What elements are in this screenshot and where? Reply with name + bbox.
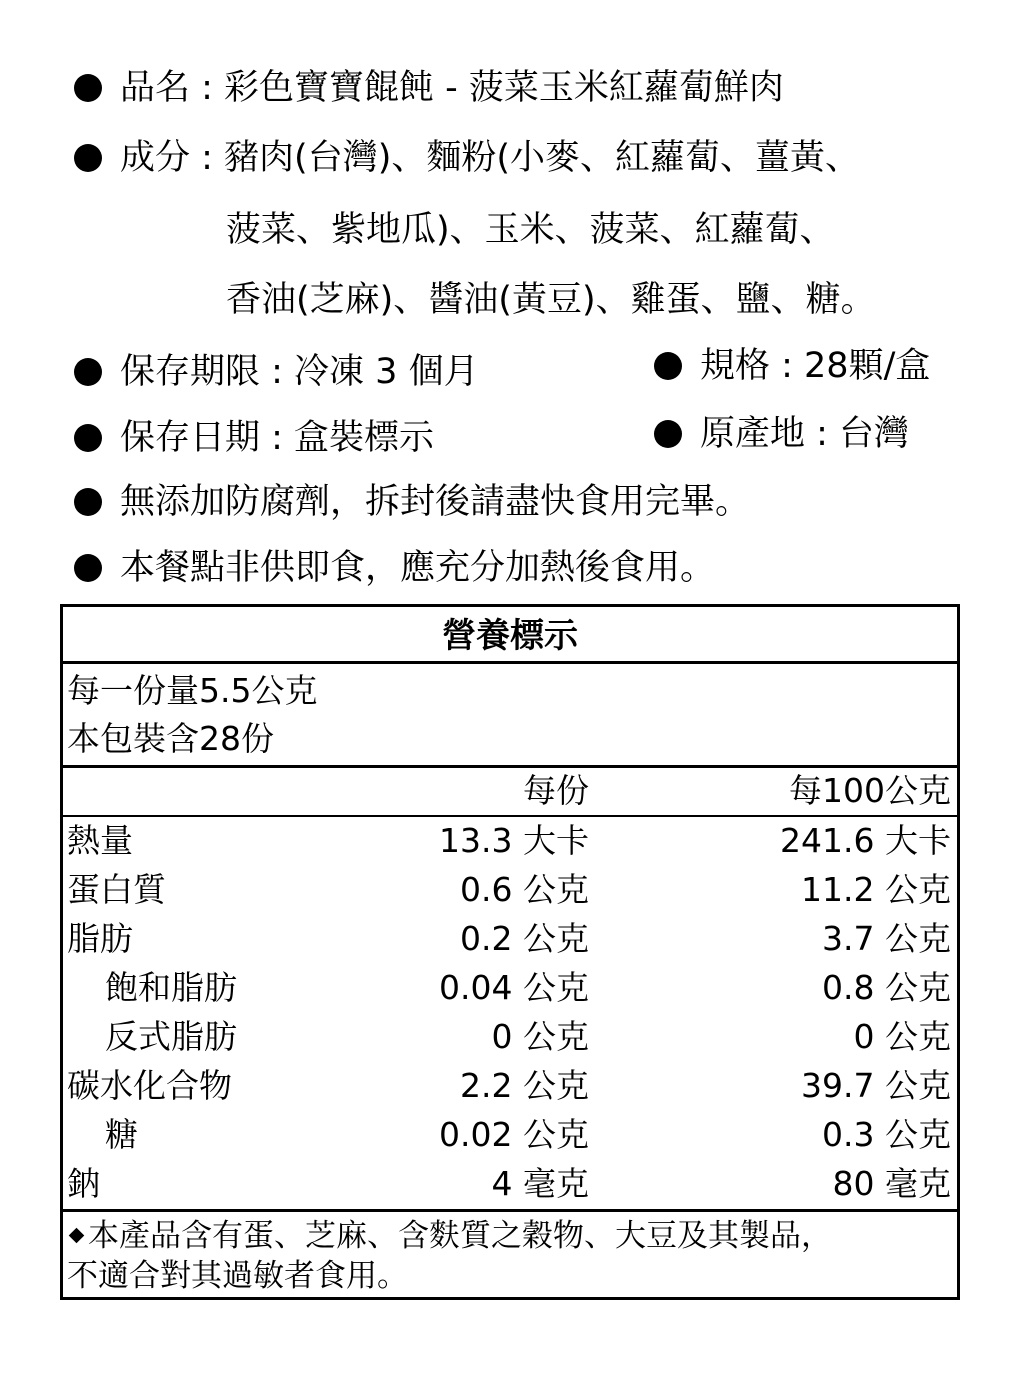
nutrient-label: 蛋白質 (67, 870, 166, 909)
product-info (0, 0, 1024, 600)
no-preservatives-note: 無添加防腐劑，拆封後請盡快食用完畢。 (120, 482, 751, 522)
divider (63, 661, 957, 664)
allergen-text: 本產品含有蛋、芝麻、含麩質之穀物、大豆及其製品， (88, 1218, 832, 1254)
bullet-icon (74, 358, 102, 386)
bullet-icon (74, 424, 102, 452)
storage-date: 保存日期 : 盒裝標示 (120, 418, 435, 458)
nutrient-per-serving: 0.04 公克 (439, 968, 589, 1007)
package-spec: 規格 : 28顆/盒 (700, 346, 931, 386)
servings-per-package: 本包裝含28份 (67, 719, 274, 758)
nutrient-per-100g: 0.3 公克 (822, 1115, 951, 1154)
nutrient-per-serving: 13.3 大卡 (439, 821, 589, 860)
nutrient-label: 脂肪 (67, 919, 133, 958)
bullet-icon (74, 554, 102, 582)
nutrient-per-100g: 3.7 公克 (822, 919, 951, 958)
bullet-icon (74, 488, 102, 516)
nutrient-per-serving: 4 毫克 (491, 1164, 589, 1203)
nutrition-title: 營養標示 (442, 616, 578, 656)
heating-note: 本餐點非供即食，應充分加熱後食用。 (120, 548, 716, 588)
bullet-icon (74, 74, 102, 102)
product-name: 品名 : 彩色寶寶餛飩 - 菠菜玉米紅蘿蔔鮮肉 (120, 68, 784, 108)
per-100g-header: 每100公克 (789, 771, 951, 810)
divider (63, 1209, 957, 1212)
origin: 原產地 : 台灣 (700, 414, 910, 454)
nutrient-per-100g: 80 毫克 (832, 1164, 951, 1203)
nutrient-per-serving: 0 公克 (491, 1017, 589, 1056)
nutrient-label: 反式脂肪 (105, 1017, 237, 1056)
ingredients-line-3: 香油(芝麻)、醬油(黃豆)、雞蛋、鹽、糖。 (226, 280, 876, 320)
nutrition-table (60, 604, 960, 1300)
bullet-icon (654, 352, 682, 380)
nutrient-per-100g: 241.6 大卡 (780, 821, 951, 860)
nutrient-per-100g: 39.7 公克 (801, 1066, 951, 1105)
bullet-icon (74, 144, 102, 172)
nutrient-per-serving: 0.2 公克 (460, 919, 589, 958)
nutrient-label: 鈉 (67, 1164, 100, 1203)
nutrient-label: 碳水化合物 (67, 1066, 232, 1105)
nutrient-label: 糖 (105, 1115, 138, 1154)
bullet-icon (654, 420, 682, 448)
nutrient-per-100g: 0 公克 (853, 1017, 951, 1056)
diamond-bullet-icon (69, 1227, 85, 1243)
allergen-line-2: 不適合對其過敏者食用。 (67, 1258, 408, 1294)
nutrient-per-serving: 0.6 公克 (460, 870, 589, 909)
nutrient-per-serving: 0.02 公克 (439, 1115, 589, 1154)
nutrient-label: 熱量 (67, 821, 133, 860)
per-serving-header: 每份 (523, 771, 589, 810)
nutrient-label: 飽和脂肪 (105, 968, 237, 1007)
nutrient-per-100g: 11.2 公克 (801, 870, 951, 909)
nutrient-per-100g: 0.8 公克 (822, 968, 951, 1007)
nutrient-per-serving: 2.2 公克 (460, 1066, 589, 1105)
serving-size: 每一份量5.5公克 (67, 671, 318, 710)
ingredients-line-2: 菠菜、紫地瓜)、玉米、菠菜、紅蘿蔔、 (226, 210, 835, 250)
shelf-life: 保存期限 : 冷凍 3 個月 (120, 352, 479, 392)
ingredients-line-1: 成分 : 豬肉(台灣)、麵粉(小麥、紅蘿蔔、薑黃、 (120, 138, 861, 178)
